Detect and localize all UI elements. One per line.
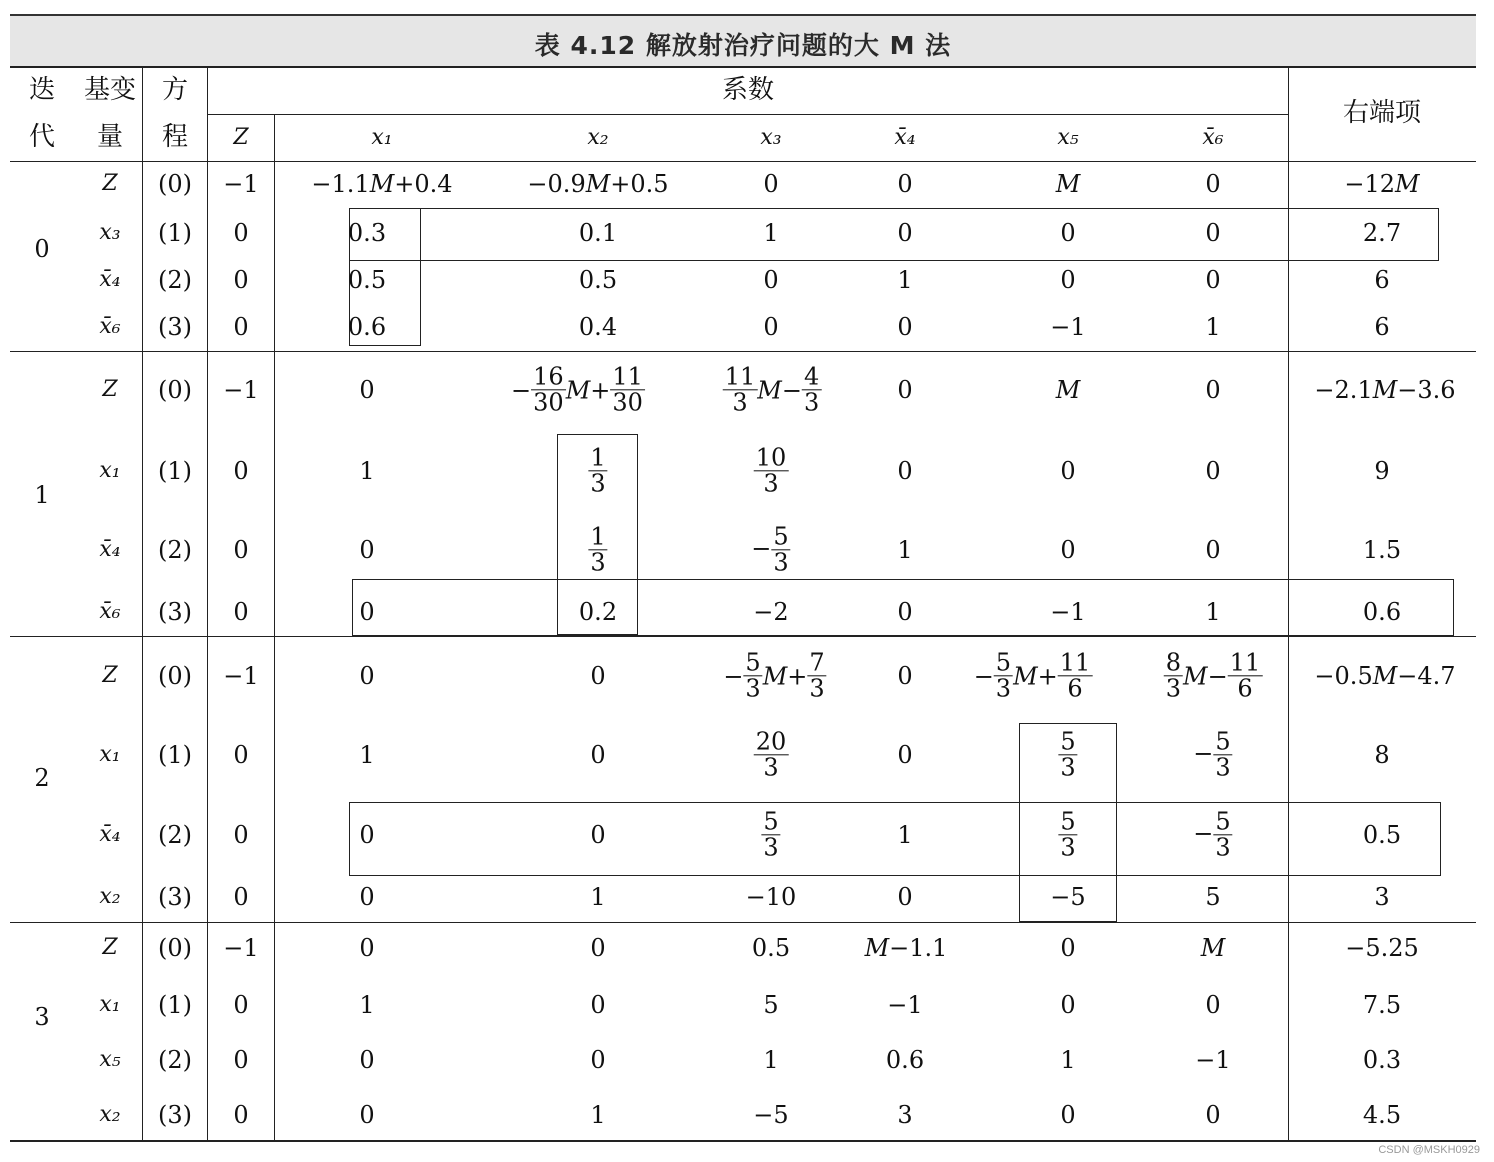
cell-rhs: 6	[1374, 266, 1390, 294]
cell-x6: 0	[1205, 536, 1221, 564]
cell-x4: 0	[897, 741, 913, 769]
cell-x1: 0	[359, 821, 375, 849]
cell-basic: Z	[102, 171, 118, 196]
cell-basic: x̄₄	[99, 822, 121, 847]
cell-z: 0	[233, 536, 249, 564]
coef-header-rule	[207, 114, 1288, 115]
cell-x2: 1	[590, 883, 606, 911]
cell-x4: 1	[897, 266, 913, 294]
cell-x6: 5	[1205, 883, 1221, 911]
cell-x4: 3	[897, 1101, 913, 1129]
cell-x6: 1	[1205, 313, 1221, 341]
cell-x2: −0.9M+0.5	[527, 170, 669, 198]
cell-x2: $\frac{1}{3}$	[590, 522, 606, 577]
cell-z: −1	[223, 376, 259, 404]
cell-x2: 0	[590, 662, 606, 690]
cell-z: 0	[233, 821, 249, 849]
cell-x6: 0	[1205, 219, 1221, 247]
cell-x5: −1	[1050, 313, 1086, 341]
block-divider	[10, 636, 1476, 637]
header-x4bar: x̄₄	[894, 125, 916, 150]
cell-x4: −1	[887, 991, 923, 1019]
cell-x1: 1	[359, 741, 375, 769]
cell-z: 0	[233, 991, 249, 1019]
cell-basic: x₁	[99, 742, 121, 767]
cell-basic: x₃	[99, 220, 121, 245]
cell-x2: 0	[590, 1046, 606, 1074]
table-bottom-rule	[10, 1140, 1476, 1142]
cell-x3: − 5 3 M + 7 3	[723, 648, 825, 703]
cell-eq: (0)	[158, 170, 192, 198]
cell-rhs: 9	[1374, 457, 1390, 485]
cell-x2: 0.1	[578, 219, 618, 247]
block-divider	[10, 922, 1476, 923]
cell-rhs: 0.5	[1362, 821, 1402, 849]
cell-x3: −5	[753, 1101, 789, 1129]
cell-basic: x̄₄	[99, 267, 121, 292]
cell-x4: 0	[897, 457, 913, 485]
cell-x1: 0	[359, 662, 375, 690]
cell-x1: 1	[359, 991, 375, 1019]
cell-x5: 0	[1060, 934, 1076, 962]
cell-x4: 0	[897, 883, 913, 911]
cell-x4: 0	[897, 662, 913, 690]
cell-x2: 0	[590, 741, 606, 769]
header-z: Z	[233, 125, 249, 150]
cell-basic: x̄₆	[99, 314, 121, 339]
cell-x2: $\frac{1}{3}$	[590, 443, 606, 498]
cell-x5: 0	[1060, 536, 1076, 564]
cell-rhs: 0.6	[1362, 598, 1402, 626]
cell-eq: (1)	[158, 741, 192, 769]
col-divider	[207, 66, 208, 1140]
cell-rhs: 1.5	[1362, 536, 1402, 564]
cell-x6: 0	[1205, 170, 1221, 198]
title-bar	[10, 14, 1476, 68]
cell-eq: (1)	[158, 457, 192, 485]
cell-basic: x₂	[99, 884, 121, 909]
cell-x3: $\frac{5}{3}$	[763, 807, 779, 862]
header-eq-top: 方	[161, 75, 189, 105]
cell-basic: x̄₆	[99, 599, 121, 624]
cell-x2: 0.5	[578, 266, 618, 294]
cell-x5: $\frac{5}{3}$	[1060, 807, 1076, 862]
cell-x1: 0	[359, 376, 375, 404]
cell-x5: 1	[1060, 1046, 1076, 1074]
cell-x5: 0	[1060, 457, 1076, 485]
cell-basic: Z	[102, 377, 118, 402]
cell-x1: −1.1M+0.4	[311, 170, 453, 198]
cell-rhs: 0.3	[1362, 1046, 1402, 1074]
cell-x5: 0	[1060, 991, 1076, 1019]
cell-x2: 1	[590, 1101, 606, 1129]
cell-z: −1	[223, 170, 259, 198]
cell-x4: 1	[897, 536, 913, 564]
cell-x4: 0	[897, 170, 913, 198]
cell-x5: −5	[1050, 883, 1086, 911]
cell-x4: 0.6	[885, 1046, 925, 1074]
cell-x2: − 16 30 M + 11 30	[511, 362, 643, 417]
cell-x4: 0	[897, 219, 913, 247]
cell-z: −1	[223, 934, 259, 962]
cell-z: 0	[233, 883, 249, 911]
cell-x6: 0	[1205, 1101, 1221, 1129]
cell-x4: 0	[897, 376, 913, 404]
cell-basic: x₁	[99, 458, 121, 483]
cell-basic: x₁	[99, 992, 121, 1017]
col-divider	[142, 66, 143, 1140]
cell-rhs: 8	[1374, 741, 1390, 769]
cell-z: 0	[233, 219, 249, 247]
cell-x6: 0	[1205, 991, 1221, 1019]
cell-eq: (2)	[158, 821, 192, 849]
cell-x3: 0	[763, 266, 779, 294]
header-x6bar: x̄₆	[1202, 125, 1224, 150]
cell-x5: 0	[1060, 219, 1076, 247]
cell-rhs: −2.1M−3.6	[1314, 376, 1456, 404]
cell-eq: (2)	[158, 1046, 192, 1074]
cell-x5: 0	[1060, 1101, 1076, 1129]
cell-rhs: 3	[1374, 883, 1390, 911]
cell-z: 0	[233, 598, 249, 626]
cell-x5: $\frac{5}{3}$	[1060, 727, 1076, 782]
cell-x3: 0.5	[751, 934, 791, 962]
cell-eq: (3)	[158, 1101, 192, 1129]
cell-x4: M−1.1	[864, 934, 948, 962]
cell-basic: x̄₄	[99, 537, 121, 562]
cell-eq: (0)	[158, 662, 192, 690]
cell-basic: x₂	[99, 1102, 121, 1127]
cell-rhs: 6	[1374, 313, 1390, 341]
cell-basic: Z	[102, 663, 118, 688]
block-divider	[10, 351, 1476, 352]
cell-x3: 1	[763, 219, 779, 247]
cell-z: 0	[233, 741, 249, 769]
cell-rhs: −5.25	[1345, 934, 1419, 962]
cell-eq: (0)	[158, 376, 192, 404]
header-x3: x₃	[760, 125, 782, 150]
cell-eq: (2)	[158, 536, 192, 564]
cell-x3: 5	[763, 991, 779, 1019]
cell-x3: 1	[763, 1046, 779, 1074]
cell-x1: 0	[359, 883, 375, 911]
header-coefficients: 系数	[721, 75, 775, 105]
cell-x6: 0	[1205, 376, 1221, 404]
cell-rhs: 2.7	[1362, 219, 1402, 247]
iteration-label: 1	[34, 481, 50, 509]
cell-x2: 0	[590, 991, 606, 1019]
cell-x5: − 5 3 M + 11 6	[973, 648, 1091, 703]
cell-basic: Z	[102, 935, 118, 960]
cell-x6: − $\frac{5}{3}$	[1193, 727, 1231, 782]
cell-rhs: −0.5M−4.7	[1314, 662, 1456, 690]
cell-eq: (3)	[158, 883, 192, 911]
header-x2: x₂	[587, 125, 609, 150]
cell-eq: (1)	[158, 991, 192, 1019]
header-x1: x₁	[371, 125, 393, 150]
cell-x2: 0	[590, 821, 606, 849]
cell-x6: 1	[1205, 598, 1221, 626]
cell-eq: (2)	[158, 266, 192, 294]
iteration-label: 2	[34, 764, 50, 792]
cell-x2: 0	[590, 934, 606, 962]
cell-x6: M	[1200, 934, 1226, 962]
cell-x3: 11 3 M − 4 3	[724, 362, 820, 417]
header-eq-bottom: 程	[161, 122, 189, 152]
cell-z: −1	[223, 662, 259, 690]
cell-rhs: 4.5	[1362, 1101, 1402, 1129]
pivot-row-box	[349, 802, 1441, 876]
cell-x1: 0	[359, 536, 375, 564]
iteration-label: 0	[34, 235, 50, 263]
header-iter-top: 迭	[28, 75, 56, 105]
cell-x5: M	[1055, 376, 1081, 404]
cell-x1: 0	[359, 934, 375, 962]
cell-x5: M	[1055, 170, 1081, 198]
cell-z: 0	[233, 1046, 249, 1074]
header-top-rule	[10, 66, 1476, 68]
cell-eq: (3)	[158, 598, 192, 626]
cell-x1: 1	[359, 457, 375, 485]
cell-basic: x₅	[99, 1047, 121, 1072]
cell-x4: 1	[897, 821, 913, 849]
cell-x1: 0.3	[347, 219, 387, 247]
cell-eq: (0)	[158, 934, 192, 962]
cell-x6: −1	[1195, 1046, 1231, 1074]
cell-rhs: 7.5	[1362, 991, 1402, 1019]
cell-x2: 0.4	[578, 313, 618, 341]
cell-x1: 0	[359, 1101, 375, 1129]
cell-x3: $\frac{10}{3}$	[755, 443, 787, 498]
cell-x1: 0.6	[347, 313, 387, 341]
cell-x3: −10	[745, 883, 797, 911]
watermark: CSDN @MSKH0929	[1378, 1144, 1480, 1156]
cell-x3: 0	[763, 170, 779, 198]
cell-x1: 0.5	[347, 266, 387, 294]
header-basic-bottom: 量	[96, 122, 124, 152]
header-bottom-rule	[10, 161, 1476, 162]
cell-x6: − $\frac{5}{3}$	[1193, 807, 1231, 862]
col-divider	[274, 114, 275, 1140]
header-rhs: 右端项	[1342, 98, 1422, 128]
cell-eq: (1)	[158, 219, 192, 247]
cell-x3: 0	[763, 313, 779, 341]
cell-z: 0	[233, 266, 249, 294]
cell-rhs: −12M	[1344, 170, 1420, 198]
cell-x5: −1	[1050, 598, 1086, 626]
table-title: 表 4.12 解放射治疗问题的大 M 法	[534, 31, 952, 60]
header-x5: x₅	[1057, 125, 1079, 150]
pivot-row-box	[349, 208, 1439, 261]
cell-x6: 8 3 M − 11 6	[1165, 648, 1261, 703]
cell-x1: 0	[359, 598, 375, 626]
cell-z: 0	[233, 457, 249, 485]
cell-x2: 0.2	[578, 598, 618, 626]
cell-x6: 0	[1205, 457, 1221, 485]
cell-z: 0	[233, 313, 249, 341]
cell-x4: 0	[897, 598, 913, 626]
header-basic-top: 基变	[83, 75, 137, 105]
cell-x4: 0	[897, 313, 913, 341]
cell-x5: 0	[1060, 266, 1076, 294]
cell-x1: 0	[359, 1046, 375, 1074]
cell-z: 0	[233, 1101, 249, 1129]
cell-x3: $\frac{20}{3}$	[755, 727, 787, 782]
header-iter-bottom: 代	[28, 122, 56, 152]
cell-eq: (3)	[158, 313, 192, 341]
cell-x3: −2	[753, 598, 789, 626]
cell-x3: − $\frac{5}{3}$	[751, 522, 789, 577]
cell-x6: 0	[1205, 266, 1221, 294]
iteration-label: 3	[34, 1003, 50, 1031]
